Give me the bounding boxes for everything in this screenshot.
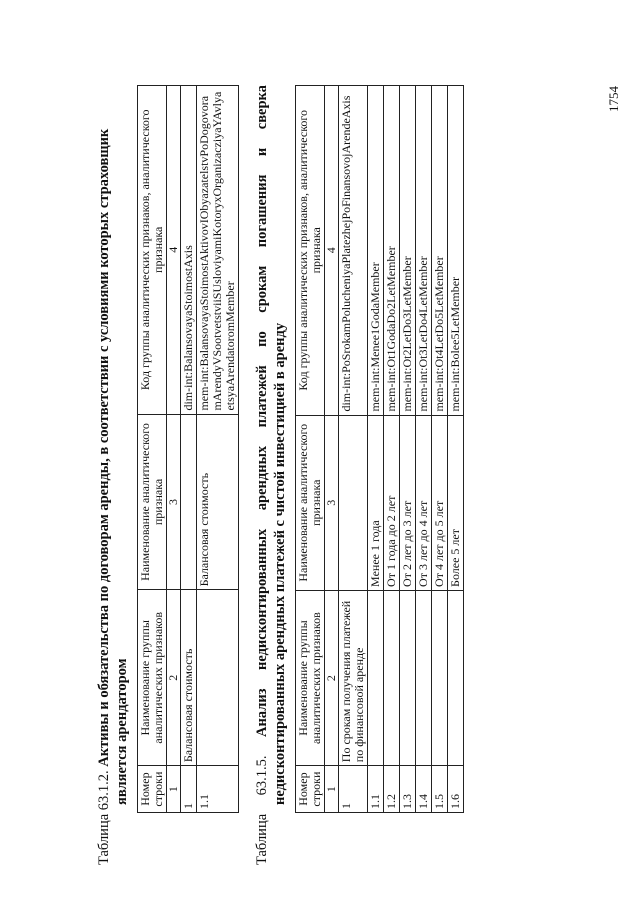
table2-cell: Более 5 лет <box>448 415 464 590</box>
rotated-page-content <box>95 85 615 865</box>
table2-index-cell: 4 <box>325 86 339 416</box>
table2-cell <box>368 590 384 765</box>
table-row <box>448 86 464 813</box>
table1-index-cell: 1 <box>167 766 181 813</box>
table2-cell: От 1 года до 2 лет <box>384 415 400 590</box>
table2-cell: 1.6 <box>448 766 464 813</box>
table2-cell <box>339 415 368 590</box>
table2-cell: mem-int:Ot1GodaDo2LetMember <box>384 86 400 416</box>
table1-caption <box>95 85 113 865</box>
table1-cell: Балансовая стоимость <box>197 414 239 590</box>
table1-cell: 1.1 <box>197 766 239 813</box>
table1-index-cell: 4 <box>167 86 181 415</box>
table2-cell: 1.4 <box>416 766 432 813</box>
table2-index-cell: 1 <box>325 766 339 813</box>
table2-cell: 1.1 <box>368 766 384 813</box>
table2-caption-word: сверка <box>254 85 270 130</box>
table-row <box>384 86 400 813</box>
table1-index-cell: 3 <box>167 414 181 590</box>
table2-cell: Менее 1 года <box>368 415 384 590</box>
table2-caption-title-cont: недисконтированных арендных платежей с чистой инвестицией в аренду <box>272 322 288 805</box>
table2-caption-word: Таблица <box>254 813 270 865</box>
table2-cell <box>400 590 416 765</box>
table-row <box>368 86 384 813</box>
table2-caption-word: погашения <box>254 174 270 248</box>
table-row <box>339 86 368 813</box>
table-row <box>400 86 416 813</box>
table2-cell: dim-int:PoSrokamPolucheniyaPlatezhejPoFinansovojArendeAxis <box>339 86 368 416</box>
table2 <box>295 85 464 813</box>
table2-caption-word: и <box>254 147 270 157</box>
table2-caption-word: 63.1.5. <box>254 755 270 796</box>
table2-cell <box>448 590 464 765</box>
table2-caption-word: Анализ <box>254 688 270 738</box>
table1-caption-title: Активы и обязательства по договорам аренды, в соответствии с условиями которых страховщик <box>96 128 112 767</box>
table2-index-cell: 2 <box>325 590 339 765</box>
table1-cell: mem-int:BalansovayaStoimostAktivovIObyazatelstvPoDogovoramArendyVSootvetstviiSUsloviyamiKotoryxOrganizacziyaYAvlyaetsyaArendatoromMember <box>197 86 239 415</box>
table1-caption-line2 <box>113 85 131 865</box>
table2-cell: mem-int:Bolee5LetMember <box>448 86 464 416</box>
table1-cell <box>181 414 197 590</box>
page-number: 1754 <box>606 86 621 112</box>
table1-cell: dim-int:BalansovayaStoimostAxis <box>181 86 197 415</box>
table2-cell: От 3 лет до 4 лет <box>416 415 432 590</box>
table1-cell <box>197 590 239 766</box>
table2-cell: 1.2 <box>384 766 400 813</box>
table2-cell: 1.5 <box>432 766 448 813</box>
table2-header-cell: Код группы аналитических признаков, аналитического признака <box>296 86 325 416</box>
table2-caption-word: недисконтированных <box>254 528 270 670</box>
table2-cell <box>432 590 448 765</box>
table-row <box>432 86 448 813</box>
table2-header-cell: Номер строки <box>296 766 325 813</box>
table2-cell: 1 <box>339 766 368 813</box>
table2-caption-word: арендных <box>254 445 270 511</box>
table2-caption-word: срокам <box>254 265 270 313</box>
table1-cell: Балансовая стоимость <box>181 590 197 766</box>
table2-cell: mem-int:Ot2LetDo3LetMember <box>400 86 416 416</box>
table1-index-cell: 2 <box>167 590 181 766</box>
table2-cell <box>384 590 400 765</box>
table2-caption-word: по <box>254 331 270 347</box>
table-row <box>416 86 432 813</box>
table2-cell <box>416 590 432 765</box>
table2-cell: mem-int:Ot4LetDo5LetMember <box>432 86 448 416</box>
table2-index-row <box>325 86 339 813</box>
table2-caption <box>253 85 271 865</box>
table2-header-row <box>296 86 325 813</box>
table1-header-cell: Код группы аналитических признаков, аналитического признака <box>138 86 167 415</box>
table2-caption-line2 <box>271 85 289 865</box>
table1-caption-title-cont: является арендатором <box>114 658 130 805</box>
table2-header-cell: Наименование аналитического признака <box>296 415 325 590</box>
table1-cell: 1 <box>181 766 197 813</box>
table2-cell: По срокам получения платежей по финансовой аренде <box>339 590 368 765</box>
table1-header-cell: Наименование группы аналитических признаков <box>138 590 167 766</box>
table1 <box>137 85 239 813</box>
table-row <box>181 86 197 813</box>
table1-caption-number: Таблица 63.1.2. <box>96 770 112 865</box>
table2-caption-word: платежей <box>254 365 270 428</box>
table-row <box>197 86 239 813</box>
table2-cell: От 4 лет до 5 лет <box>432 415 448 590</box>
table1-index-row <box>167 86 181 813</box>
table1-header-cell: Номер строки <box>138 766 167 813</box>
table2-cell: 1.3 <box>400 766 416 813</box>
table1-header-row <box>138 86 167 813</box>
table2-cell: mem-int:Menee1GodaMember <box>368 86 384 416</box>
table1-header-cell: Наименование аналитического признака <box>138 414 167 590</box>
table2-cell: mem-int:Ot3LetDo4LetMember <box>416 86 432 416</box>
table2-cell: От 2 лет до 3 лет <box>400 415 416 590</box>
table2-index-cell: 3 <box>325 415 339 590</box>
table2-header-cell: Наименование группы аналитических признаков <box>296 590 325 765</box>
